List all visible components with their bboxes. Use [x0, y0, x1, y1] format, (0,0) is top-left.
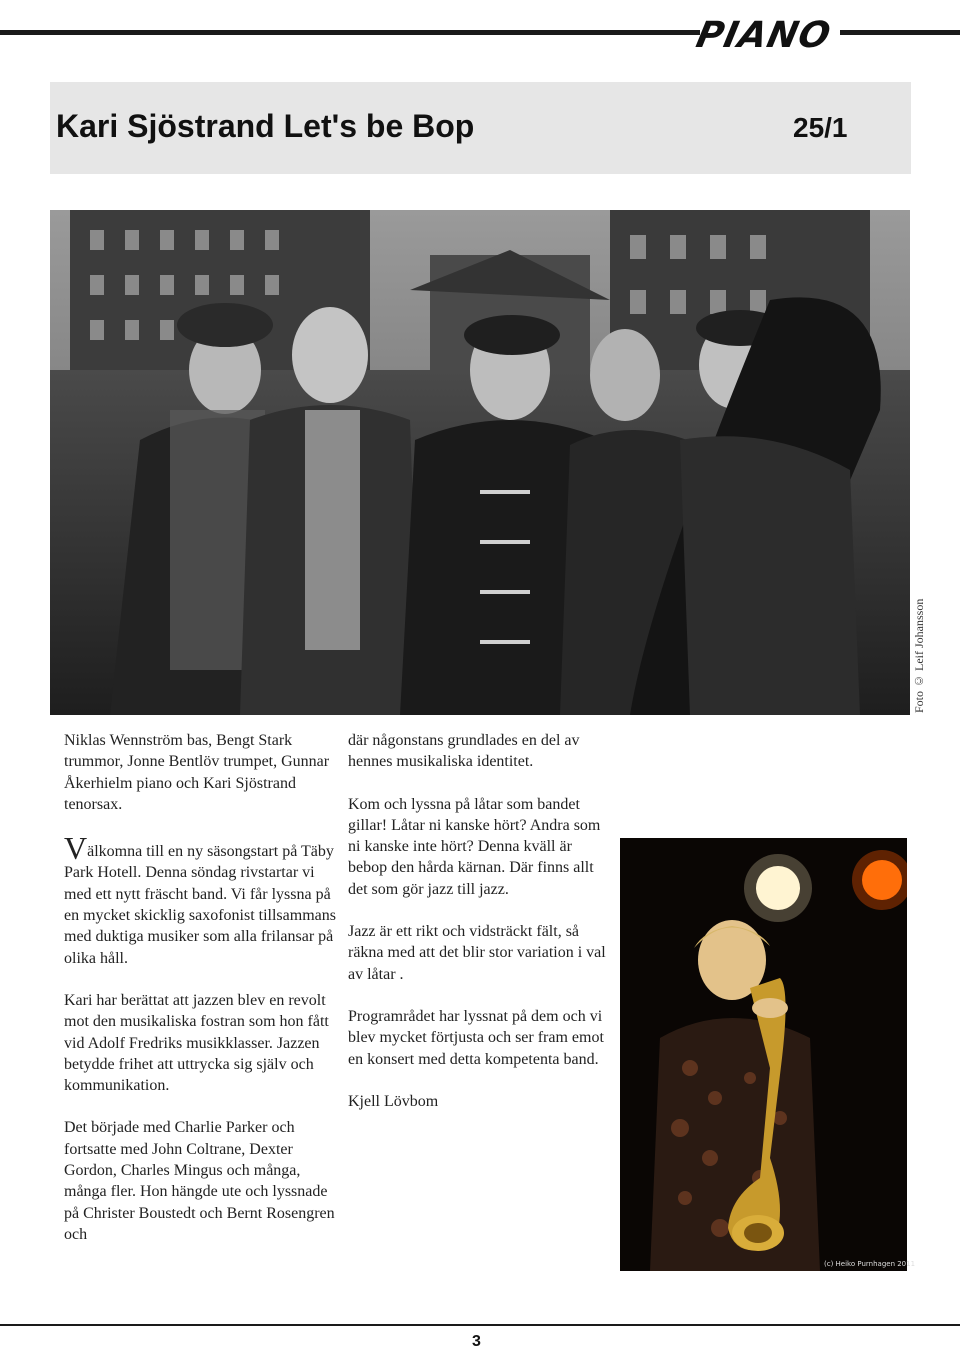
intro-text: älkomna till en ny säsongstart på Täby Park Hotell. Denna söndag rivstartar vi med ett nytt fräscht band. Vi får lyssna på en mycket skicklig saxofonist tillsammans med duktiga musiker som alla frilansar på olika håll. [64, 843, 336, 967]
signature: Kjell Lövbom [348, 1092, 439, 1110]
paragraph-variation: Jazz är ett rikt och vidsträckt fält, så räkna med att det blir stor variation i val av låtar . [348, 923, 606, 983]
top-rule [0, 30, 700, 35]
photo-credit: Foto © Leif Johansson [912, 598, 926, 713]
dropcap: V [64, 830, 88, 867]
band-photo [50, 210, 910, 715]
bottom-rule [0, 1324, 960, 1326]
middle-column [348, 730, 613, 1133]
page-title: Kari Sjöstrand Let's be Bop [56, 108, 475, 144]
paragraph-identity: där någonstans grundlades en del av hennes musikaliska identitet. [348, 732, 580, 771]
sax-photo-credit: (c) Heiko Purnhagen 2011 [824, 1260, 916, 1268]
photo-caption: Niklas Wennström bas, Bengt Stark trummor, Jonne Bentlöv trumpet, Gunnar Åkerhielm piano och Kari Sjöstrand tenorsax. [64, 732, 330, 813]
saxophonist-photo [620, 838, 907, 1271]
paragraph-influences: Det började med Charlie Parker och fortsatte med John Coltrane, Dexter Gordon, Charles Mingus och många, många fler. Hon hängde ute och lyssnade på Christer Boustedt och Bernt Rosengren och [64, 1119, 335, 1243]
paragraph-program: Programrådet har lyssnat på dem och vi blev mycket förtjusta och ser fram emot en konsert med detta kompetenta band. [348, 1007, 604, 1068]
band-photo-illustration [50, 210, 910, 715]
paragraph-revolt: Kari har berättat att jazzen blev en revolt mot den musikaliska fostran som hon fått vid Adolf Fredriks musikklasser. Jazzen betydde frihet att uttrycka sig själv och kommunikation. [64, 991, 329, 1095]
piano-logo [692, 12, 839, 60]
logo-text: PIANO [692, 15, 835, 56]
intro-paragraph [64, 830, 336, 969]
saxophonist-illustration [620, 838, 907, 1271]
paragraph-invitation: Kom och lyssna på låtar som bandet gillar! Låtar ni kanske hört? Andra som ni kanske inte hört? Denna kväll är bebop den hårda kärnan. Där finns allt det som gör jazz till jazz. [348, 795, 601, 898]
issue-number: 25/1 [793, 112, 848, 143]
top-rule-right [840, 30, 960, 35]
left-column [64, 730, 336, 1266]
page-number: 3 [472, 1333, 481, 1350]
musicians-silhouettes [110, 297, 881, 715]
